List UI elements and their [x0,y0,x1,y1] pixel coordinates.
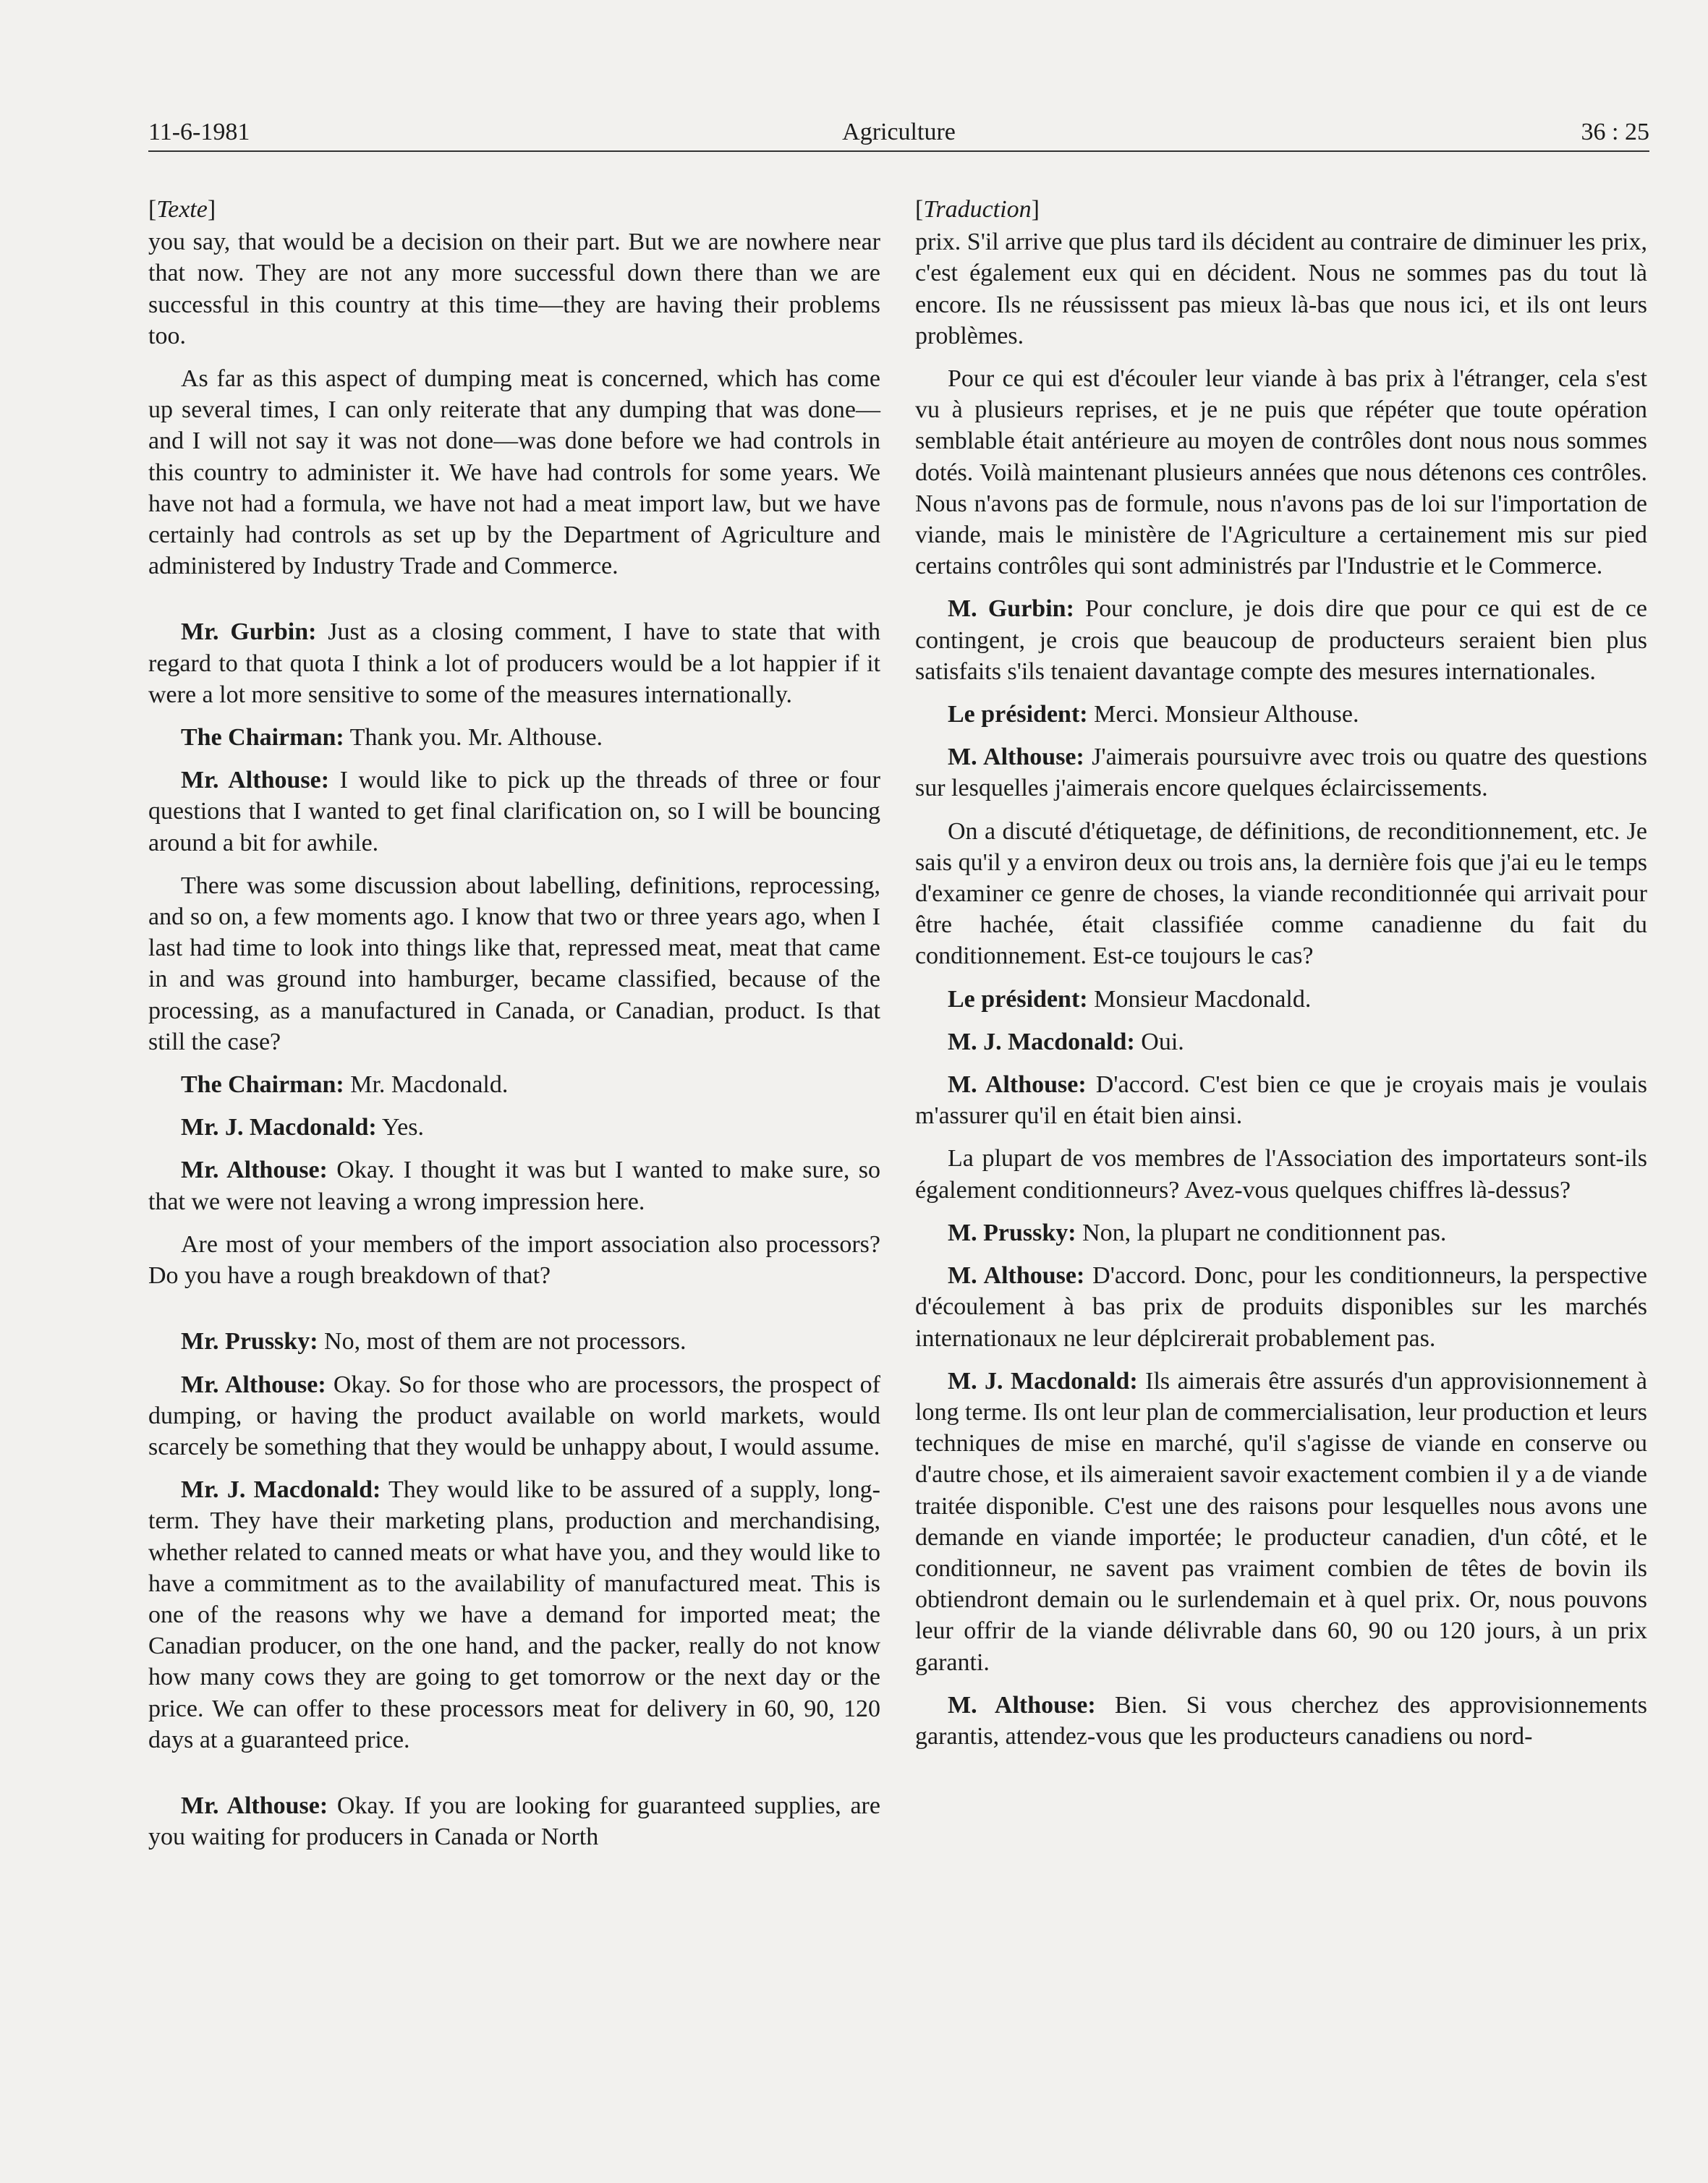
english-paragraph [148,1069,880,1100]
english-paragraph [148,1154,880,1217]
french-paragraph [915,741,1647,804]
speaker-name: Mr. Althouse: [181,767,330,794]
speaker-name: Mr. Althouse: [181,1371,326,1398]
paragraph-text: La plupart de vos membres de l'Association des importateurs sont-ils également conditionneurs? Avez-vous quelques chiffres là-dessus? [915,1145,1647,1204]
paragraph-text: There was some discussion about labelling, definitions, reprocessing, and so on, a few moments ago. I know that two or three years ago, when I last had time to look into things like that, repressed meat, meat that came in and was ground into hamburger, became classified, because of the processing, as a manufactured in Canada, or Canadian, product. Is that still the case? [148,872,880,1055]
speaker-name: M. Gurbin: [948,595,1074,623]
english-paragraph [148,765,880,859]
paragraph-text: As far as this aspect of dumping meat is concerned, which has come up several times, I can only reiterate that any dumping that was done—and I will not say it was not done—was done before we had controls in this country to administer it. We have had controls for some years. We have not had a formula, we have not had a meat import law, but we have certainly had controls as set up by the Department of Agriculture and administered by Industry Trade and Commerce. [148,365,880,580]
french-paragraph [915,699,1647,730]
paragraph-text: Merci. Monsieur Althouse. [1087,701,1359,728]
paragraph-text: Just as a closing comment, I have to state that with regard to that quota I think a lot of producers would be a lot happier if it were a lot more sensitive to some of the measures internationally. [148,618,881,708]
french-paragraph [915,226,1647,352]
speaker-name: M. J. Macdonald: [948,1028,1135,1055]
french-paragraph [915,1217,1647,1248]
paragraph-text: Are most of your members of the import association also processors? Do you have a rough breakdown of that? [148,1230,880,1290]
paragraph-text: Bien. Si vous cherchez des approvisionnements garantis, attendez-vous que les producteurs canadiens ou nord- [915,1691,1648,1750]
french-paragraph [915,1690,1647,1752]
paragraph-text: D'accord. Donc, pour les conditionneurs, la perspective d'écoulement à bas prix de produits disponibles sur les marchés internationaux ne leur déplcirerait probablement pas. [915,1262,1648,1352]
english-column [148,194,880,1864]
paragraph-text: J'aimerais poursuivre avec trois ou quatre des questions sur lesquelles j'aimerais encore quelques éclaircissements. [915,744,1648,802]
english-paragraph [148,870,880,1058]
paragraph-text: Thank you. Mr. Althouse. [344,724,603,752]
english-paragraph [148,363,880,582]
paragraph-text: Mr. Macdonald. [344,1071,509,1099]
paragraph-text: On a discuté d'étiquetage, de définitions, de reconditionnement, etc. Je sais qu'il y a environ deux ou trois ans, la dernière fois que j'ai eu le temps d'examiner ce genre de choses, la viande reconditionnée qui arrivait pour être hachée, était classifiée comme canadienne du fait du conditionnement. Est-ce toujours le cas? [915,817,1647,970]
english-paragraph [148,1326,880,1357]
speaker-name: Le président: [948,985,1088,1013]
french-paragraph [915,816,1647,972]
english-paragraph [148,616,880,710]
french-column [915,194,1647,1763]
paragraph-text: Okay. If you are looking for guaranteed supplies, are you waiting for producers in Canada or North [148,1792,880,1851]
page-header [148,116,1649,152]
english-paragraph [148,1790,880,1852]
speaker-name: Mr. Althouse: [181,1157,328,1184]
paragraph-text: Pour conclure, je dois dire que pour ce qui est de ce contingent, je crois que beaucoup de producteurs seraient bien plus satisfaits s'ils tenaient davantage compte des mesures internationales. [915,595,1647,685]
speaker-name: The Chairman: [181,724,344,752]
speaker-name: M. J. Macdonald: [948,1367,1138,1395]
speaker-name: M. Althouse: [948,744,1084,771]
paragraph-text: Non, la plupart ne conditionnent pas. [1076,1219,1447,1246]
english-paragraph [148,226,880,352]
speaker-name: Mr. J. Macdonald: [181,1476,381,1504]
speaker-name: Le président: [948,701,1088,728]
traduction-marker: [Traduction] [915,196,1040,223]
paragraph-text: Okay. I thought it was but I wanted to make sure, so that we were not leaving a wrong impression here. [148,1157,880,1215]
french-paragraph [915,1366,1647,1678]
french-paragraph [915,363,1647,582]
paragraph-text: Okay. So for those who are processors, the prospect of dumping, or having the product available on world markets, would scarcely be something that they would be unhappy about, I would assume. [148,1371,880,1460]
texte-marker-label: Texte [156,196,208,223]
english-paragraph [148,1229,880,1291]
english-paragraph [148,1112,880,1143]
paragraph-text: No, most of them are not processors. [318,1328,687,1356]
paragraph-text: you say, that would be a decision on their part. But we are nowhere near that now. They are not any more successful down there than we are successful in this country at this time—they are having their problems too. [148,229,880,349]
french-paragraph [915,1069,1647,1131]
english-paragraph [148,1369,880,1463]
texte-marker: [Texte] [148,196,216,223]
speaker-name: M. Althouse: [948,1262,1085,1290]
speaker-name: M. Prussky: [948,1219,1076,1246]
header-page-number: 36 : 25 [1581,119,1649,145]
paragraph-text: They would like to be assured of a supply, long-term. They have their marketing plans, production and merchandising, whether related to canned meats or what have you, and they would like to have a commitment as to the availability of manufactured meat. This is one of the reasons why we have a demand for imported meat; the Canadian producer, on the one hand, and the packer, really do not know how many cows they are going to get tomorrow or the next day or the price. We can offer to these processors meat for delivery in 60, 90, 120 days at a guaranteed price. [148,1476,880,1753]
header-title: Agriculture [842,119,956,145]
paragraph-text: Oui. [1134,1028,1184,1055]
speaker-name: The Chairman: [181,1071,344,1099]
paragraph-text: Ils aimerais être assurés d'un approvisionnement à long terme. Ils ont leur plan de commercialisation, leur production et leurs techniques de mise en marché, qu'il s'agisse de viande en conserve ou d'autre chose, et ils aimeraient savoir exactement combien il y a de viande traitée disponible. C'est une des raisons pour lesquelles nous avons une demande en viande importée; le producteur canadien, d'un côté, et le conditionneur, ne savent pas vraiment combien de têtes de bovin ils obtiendront demain ou le surlendemain et à quel prix. Or, nous pouvons leur offrir de la viande délivrable dans 60, 90 ou 120 jours, à un prix garanti. [915,1367,1647,1676]
speaker-name: Mr. J. Macdonald: [181,1114,377,1141]
french-paragraph [915,593,1647,687]
french-body [915,226,1647,1752]
paragraph-text: Yes. [376,1114,424,1141]
speaker-name: M. Althouse: [948,1071,1087,1099]
english-paragraph [148,722,880,753]
speaker-name: M. Althouse: [948,1691,1096,1719]
french-paragraph [915,1143,1647,1205]
french-paragraph [915,1026,1647,1058]
traduction-marker-label: Traduction [923,196,1032,223]
paragraph-text: prix. S'il arrive que plus tard ils décident au contraire de diminuer les prix, c'est également eux qui en décident. Nous ne sommes pas du tout là encore. Ils ne réussissent pas mieux là-bas que nous ici, et ils ont leurs problèmes. [915,229,1647,349]
french-paragraph [915,1260,1647,1354]
header-date: 11-6-1981 [148,119,250,145]
paragraph-text: Pour ce qui est d'écouler leur viande à bas prix à l'étranger, cela s'est vu à plusieurs reprises, et je ne puis que répéter que toute opération semblable était antérieure au moyen de contrôles dont nous nous sommes dotés. Voilà maintenant plusieurs années que nous détenons ces contrôles. Nous n'avons pas de formule, nous n'avons pas de loi sur l'importation de viande, mais le ministère de l'Agriculture a certainement mis sur pied certains contrôles qui sont administrés par l'Industrie et le Commerce. [915,365,1647,580]
speaker-name: Mr. Althouse: [181,1792,328,1819]
english-paragraph [148,1474,880,1756]
english-body [148,226,880,1852]
speaker-name: Mr. Gurbin: [181,618,317,646]
paragraph-text: I would like to pick up the threads of three or four questions that I wanted to get final clarification on, so I will be bouncing around a bit for awhile. [148,767,880,856]
paragraph-text: Monsieur Macdonald. [1087,985,1312,1013]
paragraph-text: D'accord. C'est bien ce que je croyais mais je voulais m'assurer qu'il en était bien ainsi. [915,1071,1648,1130]
speaker-name: Mr. Prussky: [181,1328,318,1356]
french-paragraph [915,984,1647,1015]
